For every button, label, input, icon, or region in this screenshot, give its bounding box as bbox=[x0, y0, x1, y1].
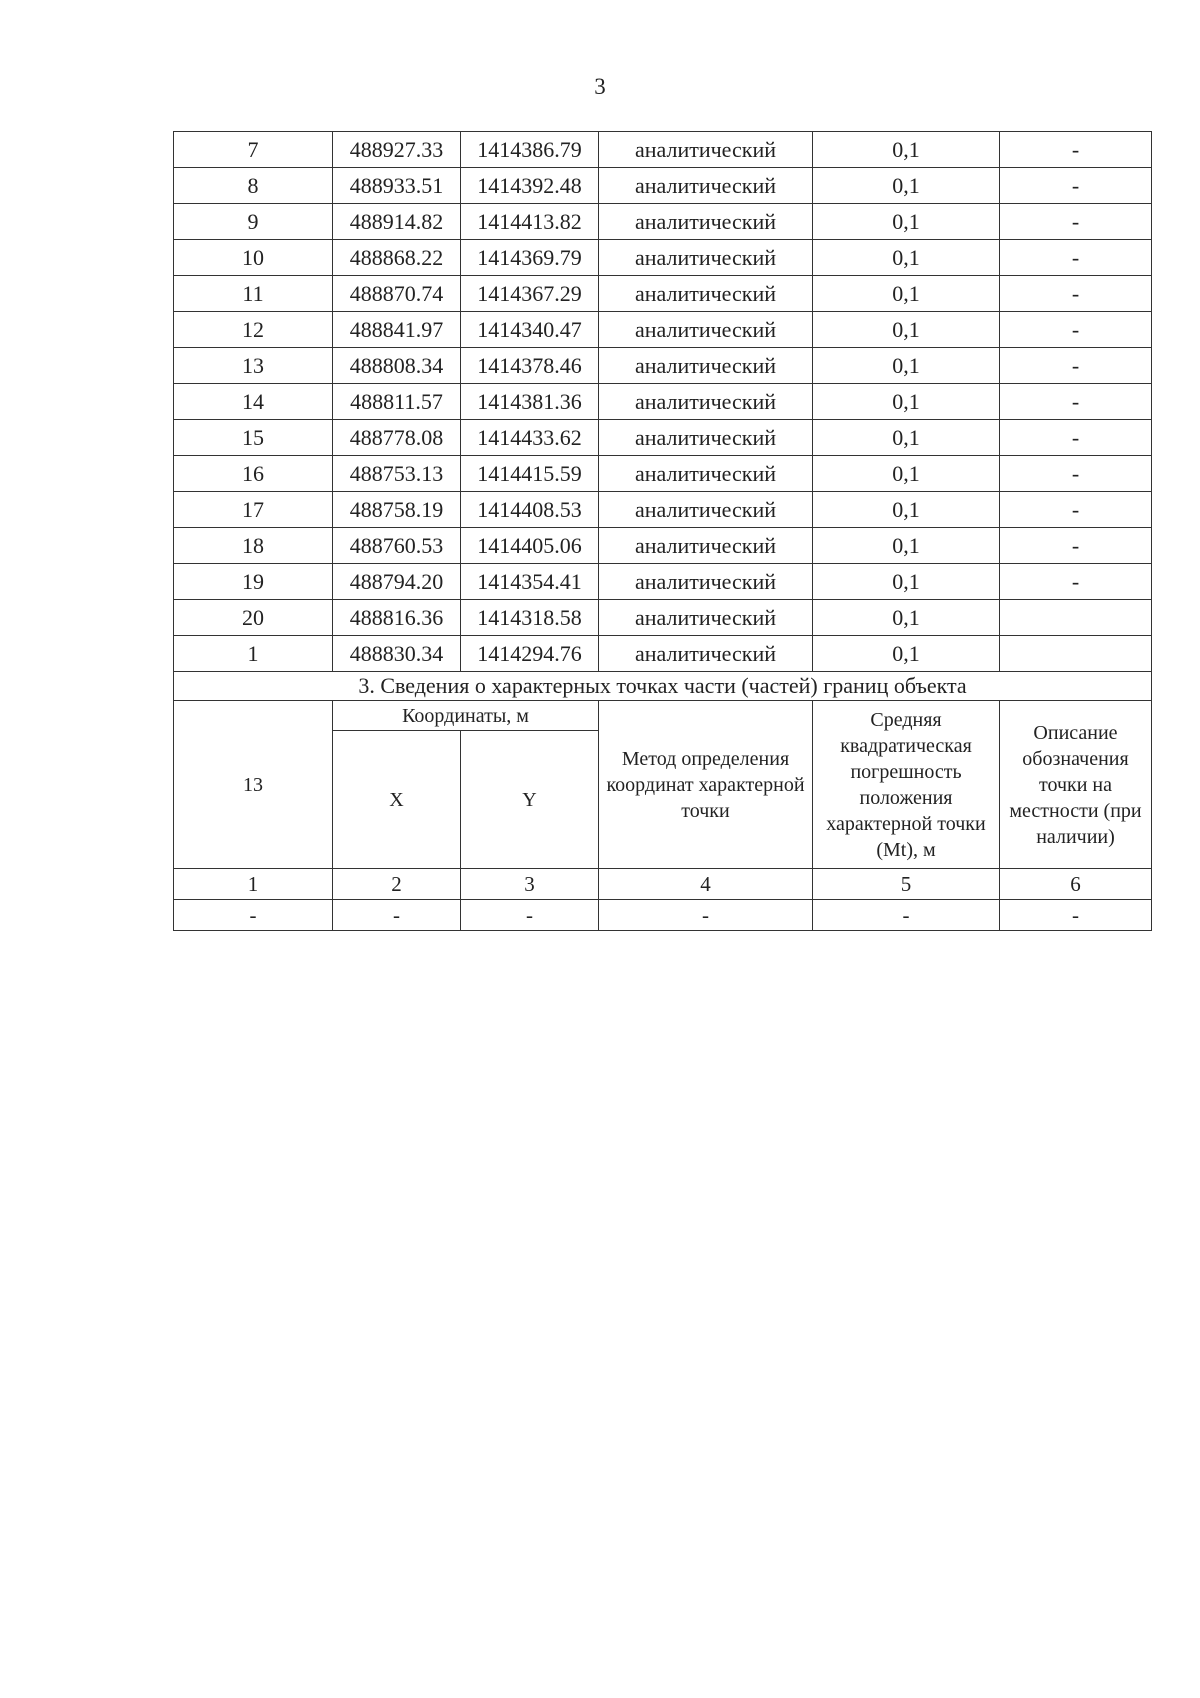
method: аналитический bbox=[599, 528, 813, 564]
method: аналитический bbox=[599, 564, 813, 600]
coord-x: 488753.13 bbox=[333, 456, 461, 492]
table-row bbox=[174, 276, 1152, 312]
description: - bbox=[1000, 348, 1152, 384]
point-number: 8 bbox=[174, 168, 333, 204]
description bbox=[1000, 636, 1152, 672]
point-number: 19 bbox=[174, 564, 333, 600]
header-method: Метод определения координат характерной точки bbox=[599, 701, 813, 869]
coord-x: 488811.57 bbox=[333, 384, 461, 420]
header-mt: Средняя квадратическая погрешность положения характерной точки (Mt), м bbox=[813, 701, 1000, 869]
description: - bbox=[1000, 312, 1152, 348]
table-row bbox=[174, 636, 1152, 672]
method: аналитический bbox=[599, 384, 813, 420]
header-x: X bbox=[333, 731, 461, 869]
method: аналитический bbox=[599, 492, 813, 528]
coord-y: 1414392.48 bbox=[461, 168, 599, 204]
header-coordinates: Координаты, м bbox=[333, 701, 599, 731]
coord-x: 488830.34 bbox=[333, 636, 461, 672]
coord-x: 488760.53 bbox=[333, 528, 461, 564]
boundary-points-table bbox=[173, 131, 1152, 931]
description: - bbox=[1000, 420, 1152, 456]
description: - bbox=[1000, 204, 1152, 240]
description: - bbox=[1000, 492, 1152, 528]
table-row bbox=[174, 348, 1152, 384]
table-row bbox=[174, 564, 1152, 600]
point-number: 7 bbox=[174, 132, 333, 168]
column-number: 2 bbox=[333, 869, 461, 900]
mean-error: 0,1 bbox=[813, 240, 1000, 276]
mean-error: 0,1 bbox=[813, 456, 1000, 492]
method: аналитический bbox=[599, 636, 813, 672]
table-row bbox=[174, 204, 1152, 240]
method: аналитический bbox=[599, 168, 813, 204]
description: - bbox=[1000, 456, 1152, 492]
coord-x: 488778.08 bbox=[333, 420, 461, 456]
point-number: 16 bbox=[174, 456, 333, 492]
mean-error: 0,1 bbox=[813, 312, 1000, 348]
header-description: Описание обозначения точки на местности (при наличии) bbox=[1000, 701, 1152, 869]
coord-x: 488914.82 bbox=[333, 204, 461, 240]
section-3-title-row bbox=[174, 672, 1152, 701]
description bbox=[1000, 600, 1152, 636]
table-row bbox=[174, 240, 1152, 276]
description: - bbox=[1000, 564, 1152, 600]
mean-error: 0,1 bbox=[813, 600, 1000, 636]
description: - bbox=[1000, 132, 1152, 168]
table-row bbox=[174, 528, 1152, 564]
method: аналитический bbox=[599, 240, 813, 276]
description: - bbox=[1000, 384, 1152, 420]
section-3-header-row bbox=[174, 701, 1152, 731]
method: аналитический bbox=[599, 420, 813, 456]
coord-y: 1414408.53 bbox=[461, 492, 599, 528]
point-number: 20 bbox=[174, 600, 333, 636]
table-row bbox=[174, 600, 1152, 636]
coord-y: 1414415.59 bbox=[461, 456, 599, 492]
point-number: 11 bbox=[174, 276, 333, 312]
table-cell: - bbox=[599, 900, 813, 931]
table-row bbox=[174, 168, 1152, 204]
mean-error: 0,1 bbox=[813, 528, 1000, 564]
coord-x: 488841.97 bbox=[333, 312, 461, 348]
point-number: 12 bbox=[174, 312, 333, 348]
mean-error: 0,1 bbox=[813, 276, 1000, 312]
coord-y: 1414413.82 bbox=[461, 204, 599, 240]
column-number: 6 bbox=[1000, 869, 1152, 900]
point-number: 15 bbox=[174, 420, 333, 456]
method: аналитический bbox=[599, 204, 813, 240]
coord-y: 1414369.79 bbox=[461, 240, 599, 276]
coord-x: 488870.74 bbox=[333, 276, 461, 312]
coord-y: 1414354.41 bbox=[461, 564, 599, 600]
coord-y: 1414433.62 bbox=[461, 420, 599, 456]
mean-error: 0,1 bbox=[813, 384, 1000, 420]
table-row bbox=[174, 456, 1152, 492]
table-row bbox=[174, 312, 1152, 348]
table-cell: - bbox=[1000, 900, 1152, 931]
section-3-title: 3. Сведения о характерных точках части (частей) границ объекта bbox=[174, 672, 1152, 701]
table-cell: - bbox=[461, 900, 599, 931]
mean-error: 0,1 bbox=[813, 132, 1000, 168]
column-numbers-row bbox=[174, 869, 1152, 900]
column-number: 3 bbox=[461, 869, 599, 900]
description: - bbox=[1000, 528, 1152, 564]
mean-error: 0,1 bbox=[813, 348, 1000, 384]
coord-x: 488868.22 bbox=[333, 240, 461, 276]
mean-error: 0,1 bbox=[813, 204, 1000, 240]
mean-error: 0,1 bbox=[813, 492, 1000, 528]
coord-x: 488794.20 bbox=[333, 564, 461, 600]
method: аналитический bbox=[599, 600, 813, 636]
description: - bbox=[1000, 240, 1152, 276]
table-row bbox=[174, 132, 1152, 168]
coord-y: 1414294.76 bbox=[461, 636, 599, 672]
point-number: 10 bbox=[174, 240, 333, 276]
method: аналитический bbox=[599, 456, 813, 492]
description: - bbox=[1000, 276, 1152, 312]
coord-y: 1414386.79 bbox=[461, 132, 599, 168]
header-col-1: 13 bbox=[174, 701, 333, 869]
coord-y: 1414381.36 bbox=[461, 384, 599, 420]
table-cell: - bbox=[174, 900, 333, 931]
mean-error: 0,1 bbox=[813, 564, 1000, 600]
table-row bbox=[174, 492, 1152, 528]
coord-x: 488758.19 bbox=[333, 492, 461, 528]
coord-y: 1414367.29 bbox=[461, 276, 599, 312]
column-number: 4 bbox=[599, 869, 813, 900]
coord-x: 488927.33 bbox=[333, 132, 461, 168]
empty-data-row bbox=[174, 900, 1152, 931]
description: - bbox=[1000, 168, 1152, 204]
table-row bbox=[174, 420, 1152, 456]
header-y: Y bbox=[461, 731, 599, 869]
coord-x: 488816.36 bbox=[333, 600, 461, 636]
table-cell: - bbox=[333, 900, 461, 931]
mean-error: 0,1 bbox=[813, 420, 1000, 456]
mean-error: 0,1 bbox=[813, 636, 1000, 672]
coord-y: 1414340.47 bbox=[461, 312, 599, 348]
method: аналитический bbox=[599, 276, 813, 312]
coord-x: 488933.51 bbox=[333, 168, 461, 204]
point-number: 17 bbox=[174, 492, 333, 528]
column-number: 5 bbox=[813, 869, 1000, 900]
point-number: 13 bbox=[174, 348, 333, 384]
coord-y: 1414405.06 bbox=[461, 528, 599, 564]
method: аналитический bbox=[599, 312, 813, 348]
coord-y: 1414378.46 bbox=[461, 348, 599, 384]
method: аналитический bbox=[599, 348, 813, 384]
column-number: 1 bbox=[174, 869, 333, 900]
point-number: 14 bbox=[174, 384, 333, 420]
coord-y: 1414318.58 bbox=[461, 600, 599, 636]
point-number: 1 bbox=[174, 636, 333, 672]
page-number: 3 bbox=[594, 74, 606, 99]
coord-x: 488808.34 bbox=[333, 348, 461, 384]
method: аналитический bbox=[599, 132, 813, 168]
table-cell: - bbox=[813, 900, 1000, 931]
points-rows bbox=[174, 132, 1152, 672]
table-row bbox=[174, 384, 1152, 420]
point-number: 9 bbox=[174, 204, 333, 240]
mean-error: 0,1 bbox=[813, 168, 1000, 204]
point-number: 18 bbox=[174, 528, 333, 564]
